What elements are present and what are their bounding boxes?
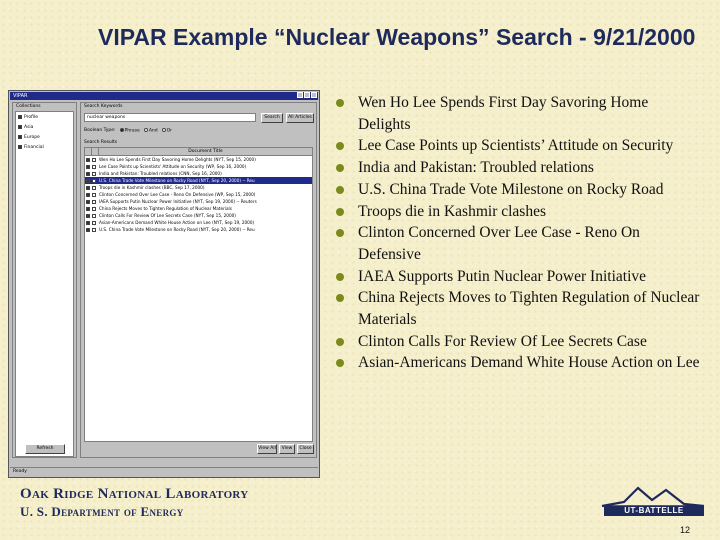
table-row[interactable] <box>85 184 312 191</box>
headline-text: Clinton Concerned Over Lee Case - Reno On Defensive <box>358 224 640 263</box>
checkbox-checked[interactable] <box>86 158 90 162</box>
result-title: India and Pakistan: Troubled relations (CNN, Sep 16, 2000) <box>99 171 222 176</box>
collection-label: Financial <box>24 144 44 150</box>
checkbox-checked[interactable] <box>18 145 22 149</box>
radio-label: And <box>148 128 158 134</box>
checkbox-checked[interactable] <box>86 186 90 190</box>
slide-title: VIPAR Example “Nuclear Weapons” Search - 9/21/2000 <box>98 24 696 50</box>
table-row[interactable] <box>85 170 312 177</box>
table-row[interactable] <box>85 226 312 233</box>
headline-text: Lee Case Points up Scientists’ Attitude on Security <box>358 137 674 155</box>
checkbox-checked[interactable] <box>86 179 90 183</box>
table-row[interactable] <box>85 219 312 226</box>
headline-text: Clinton Calls For Review Of Lee Secrets Case <box>358 332 647 350</box>
result-title: Asian-Americans Demand White House Action on Lee (NYT, Sep 19, 2000) <box>99 220 255 225</box>
checkbox[interactable] <box>92 179 96 183</box>
search-results-label: Search Results <box>84 140 118 145</box>
collection-item[interactable] <box>16 122 73 132</box>
list-item <box>334 201 704 223</box>
list-item <box>334 157 704 179</box>
list-item <box>334 331 704 353</box>
list-item <box>334 135 704 157</box>
bullet-icon <box>336 273 344 281</box>
table-row[interactable] <box>85 212 312 219</box>
checkbox[interactable] <box>92 221 96 225</box>
headline-text: U.S. China Trade Vote Milestone on Rocky Road <box>358 180 664 198</box>
collections-list <box>15 111 74 457</box>
bullet-icon <box>336 359 344 367</box>
bullet-icon <box>336 294 344 302</box>
document-title-header[interactable]: Document Title <box>188 149 223 154</box>
keywords-input[interactable]: nuclear weapons <box>84 113 256 122</box>
collections-panel <box>12 102 77 458</box>
collections-label: Collections <box>16 104 41 109</box>
page-number: 12 <box>680 525 691 535</box>
radio-phrase[interactable] <box>120 128 140 134</box>
results-table <box>84 147 313 442</box>
table-row[interactable] <box>85 205 312 212</box>
bullet-icon <box>336 338 344 346</box>
maximize-icon[interactable] <box>304 92 310 98</box>
window-title-bar <box>10 92 318 100</box>
checkbox-checked[interactable] <box>86 165 90 169</box>
table-row-selected[interactable] <box>85 177 312 184</box>
results-header <box>85 148 312 156</box>
result-title: IAEA Supports Putin Nuclear Power Initiative (NYT, Sep 19, 2000) -- Reuters <box>99 199 257 204</box>
headline-list <box>334 92 704 374</box>
refresh-button[interactable]: Refresh <box>25 444 65 454</box>
collection-label: Europe <box>24 134 40 140</box>
checkbox[interactable] <box>92 214 96 218</box>
boolean-type-label: Boolean Type: <box>84 128 116 134</box>
window-controls <box>297 92 317 98</box>
result-title: Clinton Concerned Over Lee Case - Reno On Defensive (WP, Sep 15, 2000) <box>99 192 256 197</box>
window-title: VIPAR <box>13 93 28 99</box>
list-item <box>334 352 704 374</box>
checkbox[interactable] <box>92 200 96 204</box>
headline-text: IAEA Supports Putin Nuclear Power Initiative <box>358 267 646 285</box>
radio-icon <box>120 128 124 132</box>
bullet-icon <box>336 99 344 107</box>
search-keywords-label: Search Keywords <box>84 104 123 109</box>
search-button[interactable]: Search <box>261 113 283 123</box>
checkbox-checked[interactable] <box>18 115 22 119</box>
checkbox-checked[interactable] <box>18 125 22 129</box>
checkbox[interactable] <box>92 172 96 176</box>
radio-icon <box>144 128 148 132</box>
checkbox-checked[interactable] <box>18 135 22 139</box>
checkbox[interactable] <box>92 228 96 232</box>
checkbox[interactable] <box>92 158 96 162</box>
radio-or[interactable] <box>162 128 172 134</box>
list-item <box>334 287 704 330</box>
org-line-2: U. S. Department of Energy <box>20 504 184 519</box>
result-title: China Rejects Moves to Tighten Regulation of Nuclear Materials <box>99 206 232 211</box>
list-item <box>334 92 704 135</box>
table-row[interactable] <box>85 191 312 198</box>
header-col-1 <box>85 148 92 155</box>
view-all-button[interactable]: View All <box>257 444 277 454</box>
table-row[interactable] <box>85 163 312 170</box>
bullet-icon <box>336 208 344 216</box>
checkbox-checked[interactable] <box>86 200 90 204</box>
headline-text: Wen Ho Lee Spends First Day Savoring Home Delights <box>358 94 649 133</box>
result-title: Clinton Calls For Review Of Lee Secrets Case (NYT, Sep 15, 2000) <box>99 213 236 218</box>
headline-text: China Rejects Moves to Tighten Regulation of Nuclear Materials <box>358 289 700 329</box>
headline-text: India and Pakistan: Troubled relations <box>358 159 594 177</box>
table-row[interactable] <box>85 156 312 163</box>
result-title: U.S. China Trade Vote Milestone on Rocky Road (NYT, Sep 20, 2000) -- Reu <box>99 178 255 183</box>
ornl-wordmark <box>20 486 249 520</box>
view-button[interactable]: View <box>279 444 295 454</box>
close-button[interactable]: Close <box>297 444 314 454</box>
headline-text: Troops die in Kashmir clashes <box>358 202 546 220</box>
checkbox-checked[interactable] <box>86 221 90 225</box>
vipar-window <box>8 90 320 478</box>
minimize-icon[interactable] <box>297 92 303 98</box>
checkbox[interactable] <box>92 186 96 190</box>
checkbox[interactable] <box>92 165 96 169</box>
boolean-type-row <box>84 128 172 134</box>
collection-item[interactable] <box>16 132 73 142</box>
radio-and[interactable] <box>144 128 158 134</box>
result-title: Lee Case Points up Scientists' Attitude on Security (WP, Sep 16, 2000) <box>99 164 247 169</box>
headline-text: Asian-Americans Demand White House Action on Lee <box>358 354 700 372</box>
all-articles-button[interactable]: All Articles <box>286 113 314 123</box>
collection-item[interactable] <box>16 142 73 152</box>
bullet-icon <box>336 229 344 237</box>
checkbox[interactable] <box>92 193 96 197</box>
checkbox-checked[interactable] <box>86 228 90 232</box>
list-item <box>334 266 704 288</box>
checkbox-checked[interactable] <box>86 172 90 176</box>
collection-label: Profile <box>24 114 38 120</box>
bullet-icon <box>336 186 344 194</box>
logo-text: UT-BATTELLE <box>604 506 704 516</box>
list-item <box>334 179 704 201</box>
bullet-icon <box>336 142 344 150</box>
search-panel <box>80 102 317 458</box>
radio-label: Or <box>166 128 173 134</box>
result-title: Troops die in Kashmir clashes (BBC, Sep 17, 2000) <box>99 185 205 190</box>
close-icon[interactable] <box>311 92 317 98</box>
result-title: U.S. China Trade Vote Milestone on Rocky Road (NYT, Sep 20, 2000) -- Reu <box>99 227 255 232</box>
radio-label: Phrase <box>124 128 140 134</box>
header-col-2 <box>92 148 99 155</box>
collection-label: Asia <box>24 124 34 130</box>
radio-icon <box>162 128 166 132</box>
result-title: Wen Ho Lee Spends First Day Savoring Home Delights (NYT, Sep 15, 2000) <box>99 157 256 162</box>
checkbox-checked[interactable] <box>86 207 90 211</box>
collection-item[interactable] <box>16 112 73 122</box>
bullet-icon <box>336 164 344 172</box>
org-line-1: Oak Ridge National Laboratory <box>20 486 249 502</box>
table-row[interactable] <box>85 198 312 205</box>
list-item <box>334 222 704 265</box>
status-bar: Ready <box>10 467 318 476</box>
checkbox[interactable] <box>92 207 96 211</box>
checkbox-checked[interactable] <box>86 193 90 197</box>
checkbox-checked[interactable] <box>86 214 90 218</box>
